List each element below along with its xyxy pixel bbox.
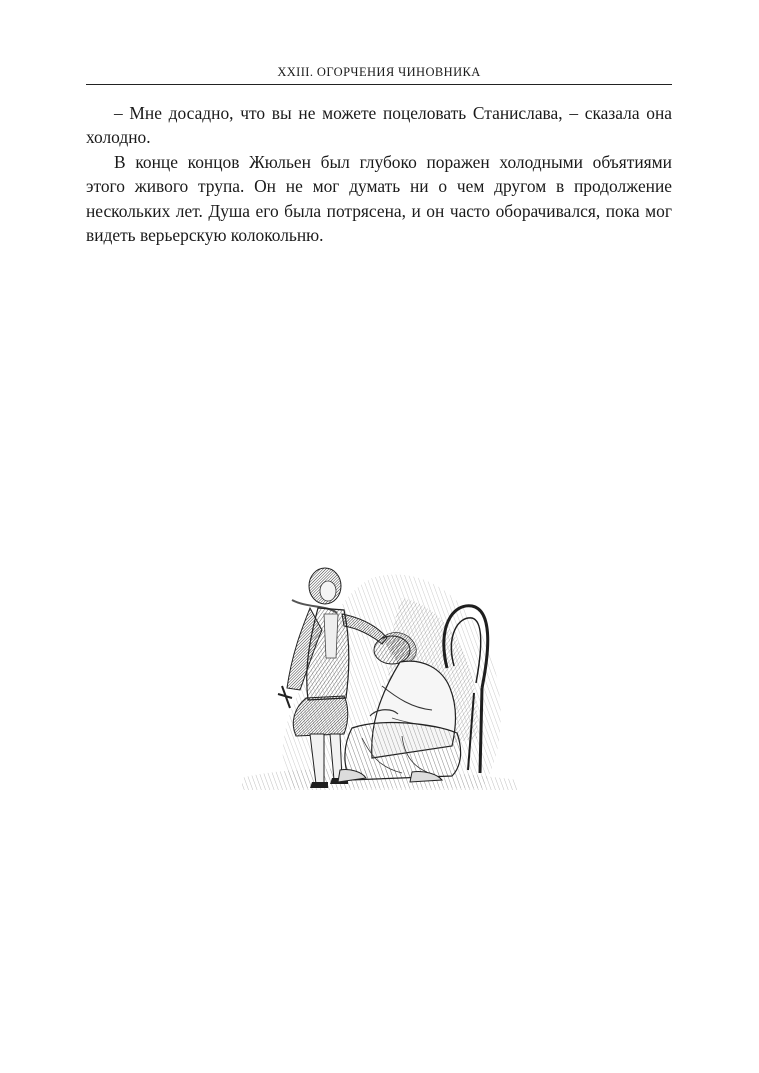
running-head <box>86 62 672 85</box>
paragraph-dialogue: – Мне досадно, что вы не можете поцеловать Станислава, – сказала она холодно. <box>86 103 672 148</box>
paragraph-narration: В конце концов Жюльен был глубоко поражен холодными объятиями этого живого трупа. Он не мог думать ни о чем другом в продолжение нескольких лет. Душа его была потрясена, и он часто оборачивался, пока мог видеть верьерскую колокольню. <box>86 151 672 246</box>
engraving-svg <box>232 558 522 796</box>
page-text <box>86 101 672 247</box>
engraving-illustration <box>232 558 522 796</box>
chapter-title: XXIII. ОГОРЧЕНИЯ ЧИНОВНИКА <box>277 65 481 79</box>
